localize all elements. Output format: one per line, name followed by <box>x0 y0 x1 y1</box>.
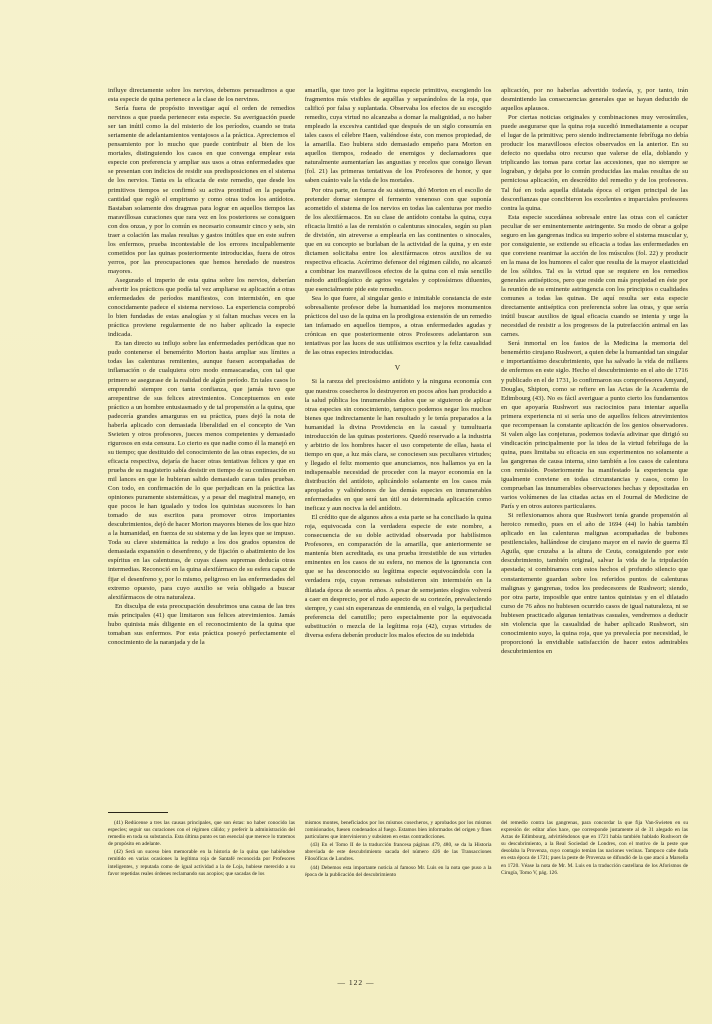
footnote: (44) Debemos esta importante noticia al famoso Mr. Luis en la nota que puso a la época de la publicación del descubrimiento <box>304 864 492 878</box>
paragraph: influye directamente sobre los nervios, debemos persuadirnos a que esta especie de quina pertenece a la clase de los nervinos. <box>108 87 295 104</box>
footnote: (42) Será un suceso bien memorable en la historia de la quina que habiéndose remitido en varias ocasiones la legítima roja de Santafé reconocida por Profesores inteligentes, y reputada como de igual actividad a la de Loja, hubiese merecido a su favor repetidas reales órdenes reclamando sus acopios; que sacadas de los <box>108 849 295 877</box>
text-column-1 <box>108 86 295 806</box>
footnote-column-2 <box>305 820 492 910</box>
footnote-column-3 <box>501 820 688 910</box>
section-heading: V <box>394 363 402 373</box>
paragraph: Si la rareza del preciosísimo antídoto y la ninguna economía con que nuestros cosecheros lo destruyeron en pocos años han producido a la salud pública los innumerables daños que se siguieron de aplicar otras especies sin conocimiento, tampoco podemos negar los muchos bienes que indirectamente le han resultado y le tenía preparados a la humanidad la divina Providencia en la casual y tumultuaria introducción de las quinas posteriores. Quedó reservado a la industria y arbitrio de los hombres hacer el uso competente de ellas, hasta el tiempo en que, a luz más clara, se conociesen sus peculiares virtudes; y llegado el feliz momento que anunciamos, nos hallamos ya en la indispensable necesidad de proceder con la mayor economía en la distribución del antídoto, aplicándolo solamente en los casos más apropiados y valiéndonos de las demás especies en innumerables enfermedades en que será tan útil su determinada aplicación como ineficaz y aun nociva la del antídoto. <box>304 378 492 513</box>
paragraph: Si reflexionamos ahora que Rushwort tenía grande propensión al heroico remedio, pues en el año de 1694 (44) lo había también aplicado en las calenturas malignas acompañadas de bubones pestilenciales, hallándose de cirujano mayor en el navío de guerra El Aguila, que cruzaba a la altura de Ceuta, consiguiendo por este descubrimiento, también original, salvar la vida de la tripulación apestada; si combinamos con estos hechos el profundo silencio que constantemente guardan sobre los referidos puntos de calenturas malignas y gangrenas, todos los predecesores de Rushwort; siendo, por otra parte, imposible que entre tantos quinistas y en el dilatado curso de 76 años no hubiesen ocurrido casos de igual naturaleza, ni se hubiesen practicado algunas tentativas casuales, vendremos a deducir sin violencia que la casualidad de haber aplicado Rushwort, sin conocimiento suyo, la quina roja, que ya prevalecía por necesidad, le proporcionó la envidiable satisfacción de hacer estos admirables descubrimientos en <box>501 512 688 655</box>
body-text <box>108 86 688 806</box>
footnotes <box>108 820 688 910</box>
footnote-column-1 <box>108 820 295 910</box>
page-number: — 122 — <box>337 978 375 987</box>
footnote-rule <box>108 812 168 813</box>
paragraph: Será inmortal en los fastos de la Medicina la memoria del benemérito cirujano Rushwort, a quien debe la humanidad tan singular e importantísimo descubrimiento, que ha salvado la vida de millares de enfermos en este siglo. Hecho el descubrimiento en el año de 1716 y publicado en el de 1731, lo confirmaron sus comprofesores Amyand, Douglas, Shipton, como se refiere en las Actas de la Academia de Edimbourg (43). No es fácil averiguar a punto cierto los fundamentos en que apoyaría Rushwort sus raciocinios para intentar aquella primera experiencia ni si sería uno de aquellos felices atrevimientos que recompensan la constante aplicación de los genios observadores. Si valen algo las conjeturas, podemos todavía adivinar que dirigió su vindicación principalmente por la idea de la virtud febrífuga de la quina, pues limitaba su eficacia en sus experimentos no solamente a las gangrenas de causa interna, sino también a los casos de calentura con remisión. Posteriormente ha manifestado la experiencia que igualmente conviene en todas circunstancias y casos, como lo comprueban las innumerables observaciones hechas y depositadas en varios volúmenes de las citadas actas en el Journal de Medicine de París y en otros autores particulares. <box>501 340 688 511</box>
paragraph: Asegurado el imperio de esta quina sobre los nervios, deberían advertir los prácticos que podía tal vez ampliarse su aplicación a otras enfermedades de períodos manifiestos, con intermisión, en que conocidamente padece el sistema nervioso. La experiencia comprobó lo bien fundadas de estas analogías y si faltan muchas veces en la práctica proviene regularmente de no haber aplicado la especie indicada. <box>108 276 295 339</box>
paragraph: Por ciertas noticias originales y combinaciones muy verosímiles, puede asegurarse que la quina roja sucedió inmediatamente a ocupar el lugar de la primitiva; pero siendo indirectamente febrífuga no debía producir los maravillosos efectos observados en la anterior. En su defecto no quedaba otro recurso que valerse de ella, doblando y triplicando las tomas para cortar las accesiones, que no siempre se lograban, y dejaba por lo común producidas las malas resultas de su perniciosa aplicación, en descrédito del remedio y de los profesores. Tal fué en toda aquella dilatada época el origen principal de las desconfianzas que concibieron los excelentes e imparciales profesores contra la quina. <box>501 114 688 212</box>
footnote: mismos montes, beneficiados por los mismos cosecheros, y aprobados por los mismos comisionados, fuesen condenados al fuego. Estamos bien informados del origen y fines particulares que intervinieron y subsisten en estas contradicciones. <box>304 820 492 841</box>
paragraph: Es tan directo su influjo sobre las enfermedades periódicas que no pudo contenerse el benemérito Morton hasta ampliar sus límites a todas las calenturas remitentes, aunque fuesen acompañadas de inflamación o de cualquiera otro modo enmascaradas, con tal que primero se asegurase de la realidad de algún período. En tales casos lo emprendió siempre con tanta confianza, que jamás tuvo que arrepentirse de sus felices atrevimientos. Conceptuemos en este práctico a un hombre entusiasmado y de tal propensión a la quina, que padecería grandes amarguras en su práctica, pues dejó la nota de haberla aplicado con demasiada liberalidad en el concepto de Van Swieten y otros profesores, jueces menos competentes y demasiado rigurosos en esta censura. Lo cierto es que nadie como él la manejó en su tiempo; que destituido del conocimiento de las otras especies, de su eficacia respectiva, dejaría de hacer otras tentativas felices y que en prueba de su magisterio sabía desistir en tiempo de su continuación en mil lances en que le hubieran salido demasiado caras tales pruebas. Con todo, en confirmación de lo que perjudican en la práctica las opiniones puramente sistemáticas, y a pesar del magistral manejo, en que pocos le han igualado y todos los quinistas sucesores lo han tomado de sus escritos para promover otros importantes descubrimientos, dejó de hacer Morton mayores bienes de los que hizo a la humanidad, en fuerza de su sistema y de las leyes que se impuso. Toda su clave sistemática la redujo a los dos grados opuestos de demasiada expansión o desenfreno, y de fijación o abatimiento de los espíritus en las calenturas, de cuyas clases supremas deducía otras intermedias. Reconoció en la quina alexifármaco de su esfera capaz de fijar el desenfreno y, por lo mismo, peligroso en las enfermedades del extremo opuesto, para cuyo auxilio se veía obligado a buscar alexifármacos de otra naturaleza. <box>108 340 295 601</box>
paragraph: aplicación, por no haberlas advertido todavía, y, por tanto, irán desmintiendo las consecuencias generales que se hayan deducido de aquellos aplausos. <box>501 87 688 113</box>
footnote: del remedio contra las gangrenas, para concordar la que fija Van-Swieten en su expresión de: editar años hace, que corresponde justamente al de 31 alegado en las Actas de Edimbourg, advirtiéndonos que en 1721 había también hablado Rushwort de su descubrimiento, a la Real Sociedad de Londres, con el motivo de la peste que desolaba la Provenza, cuyo contagio temían las naciones vecinas. Tampoco cabe duda en esta época de 1721; pues la peste de Provenza se difundió de la que atacó a Marsella en 1720. Véase la nota de Mr. M. Luis en la traducción castellana de los Aforismos de Cirugía, Tomo V, pág. 126. <box>501 820 688 876</box>
footnote: (43) En el Tomo II de la traducción francesa páginas 479, 480, se da la Historia abreviada de este descubrimiento sacada del número 426 de las Transacciones Filosóficas de Londres. <box>304 842 492 863</box>
paragraph: El crédito que de algunos años a esta parte se ha conciliado la quina roja, equivocada con la verdadera especie de este nombre, a consecuencia de su doble actividad observada por habilísimos Profesores, en comparación de la amarilla, que anteriormente se mantenía bien acreditada, es una prueba irresistible de sus virtudes eminentes en los casos de su esfera, no menos de la ignorancia con que se ha desconocido su legítima especie equivocándola con la verdadera roja, cuyas remesas subsistieron sin intermisión en la dilatada época de sesenta años. A pesar de semejantes elogios volverá a caer en desprecio, por el rudo aspecto de su cortezón, prevaleciendo siempre, y casi sin esperanzas de enmienda, en el vulgo, la perjudicial preferencia del canutillo; pero especialmente por la equivocada substitución o mezcla de la legítima roja (42), cuyas virtudes de diversa esfera deberán producir los malos efectos de su indebida <box>304 514 492 639</box>
footnote: (41) Redúcense a tres las causas principales, que son éstas: no haber conocido las especies; seguir sus curaciones con el régimen cálido; y preferir la administración del remedio en toda su substancia. Esta última punto es tan esencial que merece lo tratemos de propósito en adelante. <box>108 820 295 848</box>
paragraph: Sea lo que fuere, al singular genio e inimitable constancia de este sobresaliente profesor debe la humanidad los mejores monumentos prácticos del uso de la quina en la prodigiosa extensión de un remedio tan infamado en aquellos tiempos, a otras enfermedades agudas y crónicas en que posteriormente otros Profesores adelantaron sus tentativas por las luces de sus utilísimos escritos y la feliz casualidad de las otras especies introducidas. <box>304 295 492 357</box>
paragraph: amarilla, que tuvo por la legítima especie primitiva, escogiendo los fragmentos más visibles de aquéllas y separándolos de la roja, que calificó por falsa y suplantada. Observaba los efectos de su escogido remedio, cuya virtud no alcanzaba a domar la malignidad, a no haber empleado la excesiva cantidad que después de un siglo consumía en tales casos el célebre Haen, valiéndose éste, con menos propiedad, de la amarilla. Eso hubiera sido demasiado empeño para Morton en aquellos tiempos, rodeado de enemigos y declamadores que naturalmente aumentarían las angustias y recelos que consigo llevan (fol. 21) las primeras tentativas de los Profesores de honor, y que saben cuánto vale la vida de los mortales. <box>304 87 492 185</box>
text-column-3 <box>501 86 688 806</box>
paragraph: Por otra parte, en fuerza de su sistema, dió Morton en el escollo de pretender domar siempre el fermento venenoso con que suponía acometido el sistema de los nervios en todas las calenturas por medio de los alexifármacos. En su clase de antídoto contaba la quina, cuya eficacia limitó a las de remisión o calenturas sinocales, según su plan de división, sin atreverse a emplearla en las continentes o sinocales, que en su concepto se burlaban de la actividad de la quina, y en este dictamen solicitaba entre los alexifármacos otros auxilios de su respectiva eficacia. Acérrimo defensor del régimen cálido, no alcanzó a combinar los maravillosos efectos de la quina con el más sencillo método antiflogístico de agrios vegetales y copiosísimos diluentes, que esencialmente pide este remedio. <box>304 186 492 294</box>
text-column-2 <box>305 86 492 806</box>
paragraph: En disculpa de esta preocupación desubrimos una causa de las tres más principales (41) que limitaron sus felices atrevimientos. Jamás hubo quinista más diligente en el reconocimiento de la quina que tomaban sus enfermos. Por esta práctica poseyó perfectamente el conocimiento de la naranjada y de la <box>108 602 295 646</box>
paragraph: Sería fuera de propósito investigar aquí el orden de remedios nervinos a que pueda pertenecer esta especie. Su averiguación puede ser tan inútil como la del misterio de los períodos, cuando se trata seriamente de adelantamientos ventajosos a la práctica. Apreciemos el pensamiento por lo mucho que puede contribuir al bien de los mortales, distinguiendo los casos en que convenga emplear esta especie con preferencia y ampliar sus usos a otras enfermedades que se presentan con indicios de residir sus predisposiciones en el sistema de los nervios. Tanta es la eficacia de este remedio, que desde los primitivos tiempos se confirmó su activa prontitud en la pequeña cantidad que reglò el empirismo y como otras todos los antídotos. Bastaban solamente dos dragmas para lograr en aquellos tiempos las maravillosas curaciones que rara vez en los posteriores se consiguen con dos onzas, y por lo común es necesario consumir cinco y seis, sin traer a colación las malas resultas y gastos inútiles que en este sufren los enfermos, prueba incontestable de los errores inculpablemente cometidos por las quinas posteriormente introducidas, fuera de otros yerros, por las preocupaciones que hemos heredado de nuestros mayores. <box>108 105 295 275</box>
paragraph: Esta especie sucedánea sobresale entre las otras con el carácter peculiar de ser eminentemente astringente. Su modo de obrar a golpe seguro en las gangrenas indica su imperio sobre el sistema muscular y, por consiguiente, se extiende su eficacia a todas las enfermedades en que conviene reanimar la acción de los músculos (fol. 22) y producir en la masa de los humores el calor que resulta de la mayor elasticidad de los sólidos. Tal es la virtud que se requiere en los remedios generales antisépticos, pero que reside con más propiedad en éste por la reunión de su eminente astringencia con los principios o cualidades comunes a todas las quinas. De aquí resulta ser esta especie directamente antiséptica con preferencia sobre las otras, y que sería inútil buscar auxilios de igual eficacia cuando se intenta y urge la necesidad de resistir a los progresos de la putrefacción animal en las carnes. <box>501 213 688 339</box>
